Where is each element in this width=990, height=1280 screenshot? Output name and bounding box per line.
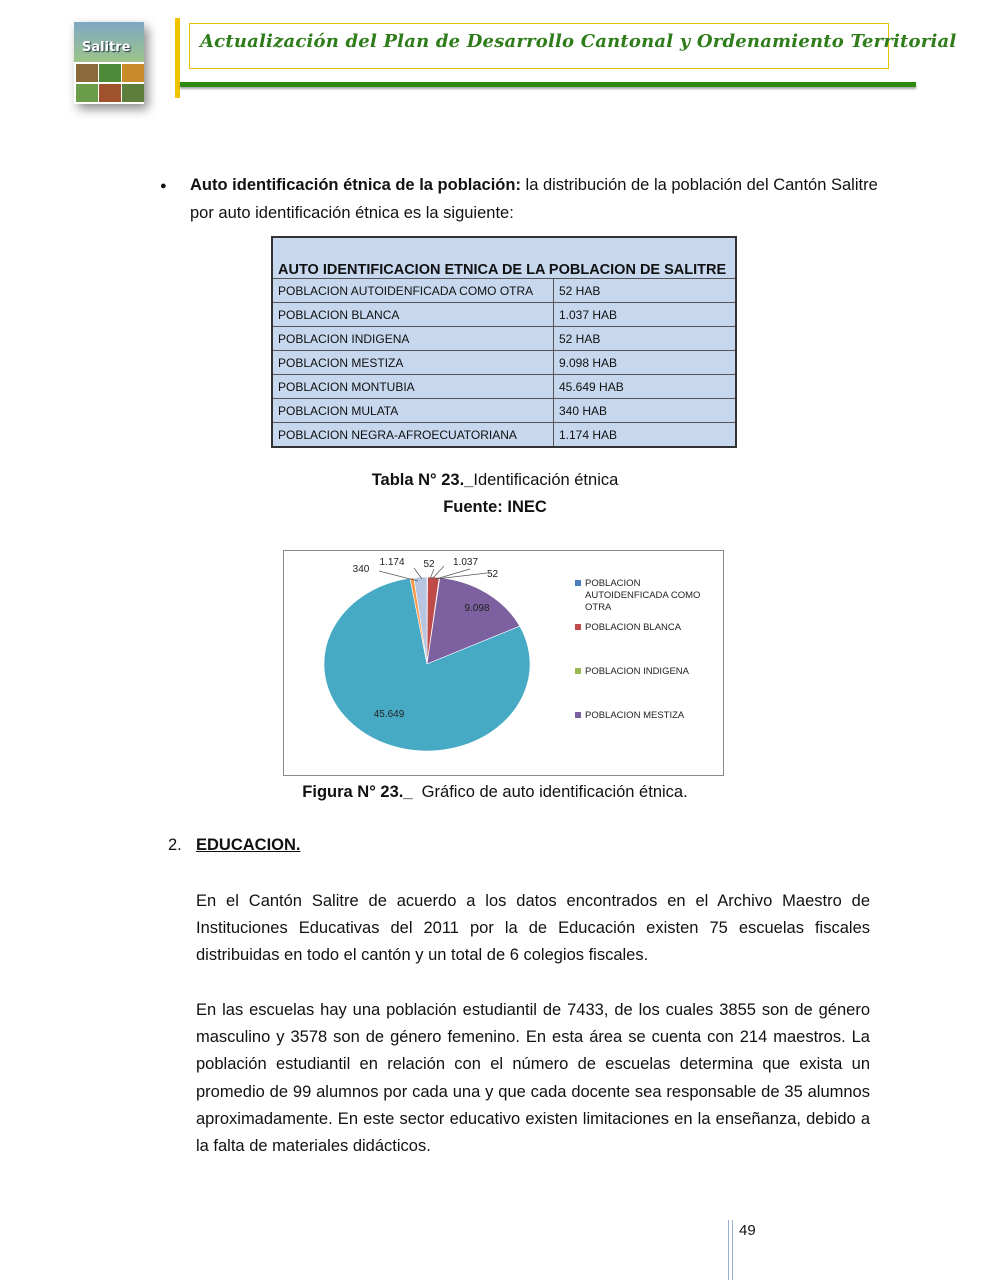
pie-data-label: 1.037	[453, 557, 479, 568]
paragraph-1: En el Cantón Salitre de acuerdo a los datos encontrados en el Archivo Maestro de Instituciones Educativas del 2011 por la de Educación existen 75 escuelas fiscales distribuidas en todo el cantón y un total de 6 colegios fiscales.	[196, 892, 870, 965]
table-row	[272, 303, 736, 327]
figure-caption-text: Gráfico de auto identificación étnica.	[412, 783, 688, 801]
header-divider	[180, 82, 916, 87]
table-cell-label: POBLACION MONTUBIA	[272, 375, 554, 399]
legend-swatch	[575, 624, 581, 630]
table-row	[272, 375, 736, 399]
pie-data-label: 52	[487, 569, 499, 580]
table-row	[272, 423, 736, 448]
pie-leader-line	[379, 571, 418, 581]
intro-paragraph	[190, 171, 880, 227]
table-cell-value: 1.174 HAB	[554, 423, 737, 448]
pie-data-label: 9.098	[464, 603, 490, 614]
pie-leader-line	[436, 569, 470, 579]
section-heading	[168, 836, 301, 855]
table-source	[0, 498, 990, 517]
table-cell-value: 9.098 HAB	[554, 351, 737, 375]
pie-data-label: 52	[423, 559, 435, 570]
table-cell-value: 1.037 HAB	[554, 303, 737, 327]
pie-chart	[284, 551, 725, 777]
intro-text: la distribución de la población del Cantón Salitre por auto identificación étnica es la siguiente:	[190, 176, 878, 222]
intro-bold: Auto identificación étnica de la población:	[190, 176, 521, 194]
table-cell-value: 45.649 HAB	[554, 375, 737, 399]
table-cell-label: POBLACION NEGRA-AFROECUATORIANA	[272, 423, 554, 448]
table-cell-value: 52 HAB	[554, 327, 737, 351]
pie-data-label: 1.174	[379, 557, 405, 568]
table-cell-value: 340 HAB	[554, 399, 737, 423]
legend-label: OTRA	[585, 602, 612, 613]
legend-swatch	[575, 668, 581, 674]
table-cell-value: 52 HAB	[554, 279, 737, 303]
section-title: EDUCACION.	[196, 836, 301, 854]
table-source-text: Fuente: INEC	[443, 498, 547, 516]
table-cell-label: POBLACION AUTOIDENFICADA COMO OTRA	[272, 279, 554, 303]
table-cell-label: POBLACION INDIGENA	[272, 327, 554, 351]
pie-chart-frame	[283, 550, 724, 776]
table-title: AUTO IDENTIFICACION ETNICA DE LA POBLACION DE SALITRE	[272, 237, 736, 279]
logo-text: Salitre	[82, 40, 131, 55]
legend-swatch	[575, 580, 581, 586]
table-row	[272, 351, 736, 375]
table-row	[272, 279, 736, 303]
table-row	[272, 327, 736, 351]
ethnicity-table	[271, 236, 737, 448]
legend-label: POBLACION MESTIZA	[585, 710, 685, 721]
pie-leader-line	[436, 573, 487, 579]
section-number: 2.	[168, 836, 182, 854]
table-caption	[0, 471, 990, 490]
figure-caption-bold: Figura N° 23._	[302, 783, 413, 801]
table-caption-bold: Tabla N° 23._	[371, 471, 474, 489]
legend-label: POBLACION BLANCA	[585, 622, 682, 633]
page-number-rule	[728, 1220, 733, 1280]
table-caption-text: Identificación étnica	[473, 471, 619, 489]
paragraph-2: En las escuelas hay una población estudiantil de 7433, de los cuales 3855 son de género masculino y 3578 son de género femenino. En esta área se cuenta con 214 maestros. La población estudiantil en relación con el número de escuelas determina que exista un promedio de 99 alumnos por cada una y que cada docente sea responsable de 35 alumnos aproximadamente. En este sector educativo existen limitaciones en la enseñanza, debido a la falta de materiales didácticos.	[196, 1001, 870, 1156]
legend-swatch	[575, 712, 581, 718]
page-number: 49	[739, 1222, 756, 1239]
header-title: Actualización del Plan de Desarrollo Cantonal y Ordenamiento Territorial	[200, 31, 957, 52]
pie-data-label: 340	[352, 564, 370, 575]
legend-label: POBLACION INDIGENA	[585, 666, 689, 677]
legend-label: POBLACION	[585, 578, 641, 589]
bullet-icon: ●	[160, 180, 167, 192]
legend-label: AUTOIDENFICADA COMO	[585, 590, 701, 601]
pie-data-label: 45.649	[373, 709, 405, 720]
table-cell-label: POBLACION MULATA	[272, 399, 554, 423]
table-cell-label: POBLACION MESTIZA	[272, 351, 554, 375]
figure-caption	[0, 783, 990, 802]
table-row	[272, 399, 736, 423]
salitre-logo	[74, 22, 144, 104]
table-cell-label: POBLACION BLANCA	[272, 303, 554, 327]
